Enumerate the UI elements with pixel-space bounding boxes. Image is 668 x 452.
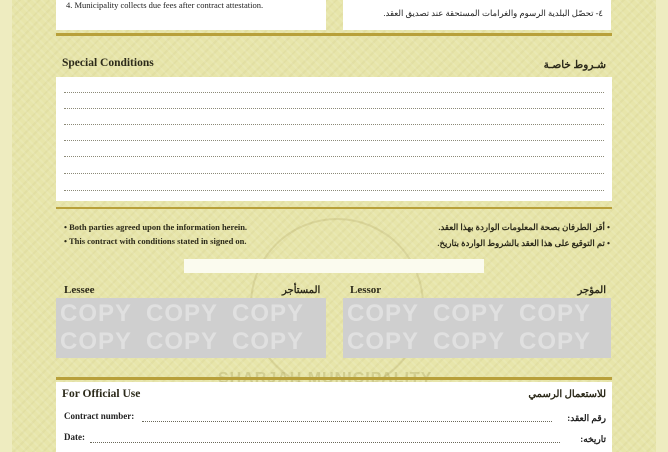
- special-conditions-title-ar: شـروط خاصـة: [543, 60, 606, 71]
- condition-line[interactable]: [64, 173, 604, 174]
- agreement-note-ar-2: • تم التوقيع على هذا العقد بالشروط الواردة بتاريخ.: [437, 238, 610, 248]
- copy-watermark: COPY: [433, 328, 506, 355]
- special-conditions-title: Special Conditions: [62, 57, 154, 69]
- contract-number-field[interactable]: [142, 421, 552, 422]
- signing-date-field[interactable]: [184, 259, 484, 273]
- contract-number-label: Contract number:: [64, 411, 135, 421]
- official-use-title: For Official Use: [62, 388, 141, 400]
- copy-watermark: COPY: [60, 328, 133, 355]
- condition-line[interactable]: [64, 108, 604, 109]
- official-use-section: [56, 382, 612, 452]
- page-margin-left: [0, 0, 12, 452]
- lessee-signature-box[interactable]: [56, 298, 326, 358]
- clause-box-en: [56, 0, 326, 30]
- copy-watermark: COPY: [146, 328, 219, 355]
- agreement-note-en-2: • This contract with conditions stated in signed on.: [64, 236, 247, 246]
- copy-watermark: COPY: [347, 328, 420, 355]
- agreement-note-ar-1: • أقر الطرفان بصحة المعلومات الواردة بهذا العقد.: [438, 222, 610, 232]
- date-label-ar: تاريخه:: [580, 434, 606, 444]
- condition-line[interactable]: [64, 124, 604, 125]
- divider-middle: [56, 207, 612, 209]
- copy-watermark: COPY: [519, 328, 592, 355]
- page-margin-right: [656, 0, 668, 452]
- lessor-label: Lessor: [350, 284, 382, 296]
- copy-watermark: COPY: [232, 300, 305, 327]
- agreement-note-en-1: • Both parties agreed upon the information herein.: [64, 222, 248, 232]
- lessee-label: Lessee: [64, 284, 95, 296]
- condition-line[interactable]: [64, 156, 604, 157]
- divider-top: [56, 33, 612, 36]
- date-field[interactable]: [90, 442, 560, 443]
- official-use-title-ar: للاستعمال الرسمي: [528, 389, 606, 400]
- copy-watermark: COPY: [347, 300, 420, 327]
- lessee-label-ar: المستأجر: [282, 285, 321, 296]
- lessor-signature-box[interactable]: [343, 298, 611, 358]
- divider-official: [56, 377, 612, 380]
- clause-box-ar: [343, 0, 611, 30]
- copy-watermark: COPY: [433, 300, 506, 327]
- contract-number-label-ar: رقم العقد:: [567, 413, 606, 423]
- clause-4-ar: ٤- تحصّل البلدية الرسوم والغرامات المستحقة عند تصديق العقد.: [383, 8, 603, 18]
- copy-watermark: COPY: [60, 300, 133, 327]
- condition-line[interactable]: [64, 92, 604, 93]
- copy-watermark: COPY: [146, 300, 219, 327]
- condition-line[interactable]: [64, 140, 604, 141]
- lessor-label-ar: المؤجر: [577, 285, 606, 296]
- clause-4-en: 4. Municipality collects due fees after contract attestation.: [66, 0, 264, 10]
- special-conditions-box[interactable]: [56, 77, 612, 201]
- copy-watermark: COPY: [232, 328, 305, 355]
- copy-watermark: COPY: [519, 300, 592, 327]
- date-label: Date:: [64, 432, 85, 442]
- condition-line[interactable]: [64, 190, 604, 191]
